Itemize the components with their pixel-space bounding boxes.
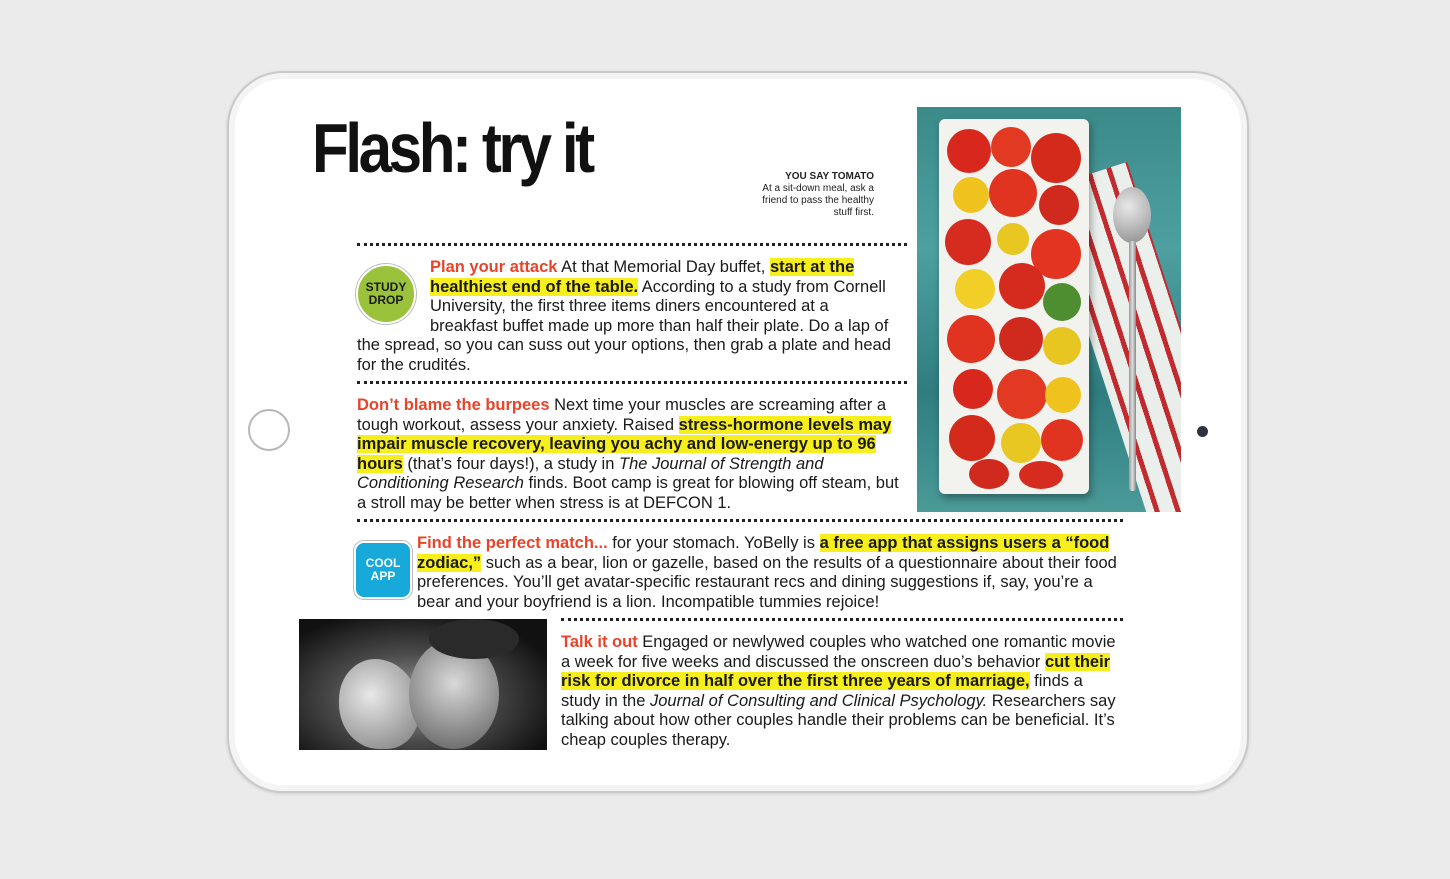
home-button[interactable] [248,409,290,451]
spoon-graphic [1113,187,1151,243]
item-talk-it-out: Talk it out Engaged or newlywed couples who watched one romantic movie a week for five weeks and discussed the onscreen duo’s behavior cut their risk for divorce in half over the first three years of marriage, finds a study in the Journal of Consulting and Clinical Psychology. Researchers say talking about how other couples handle their problems can be beneficial. It’s cheap couples therapy. [561,633,1116,749]
dotted-divider [357,519,1123,522]
dotted-divider [561,618,1123,621]
item-heading: Plan your attack [430,258,558,276]
tomato-photo [917,107,1181,512]
highlight: a free app that assigns users a “food zodiac,” [417,534,1110,572]
page-title: Flash: try it [312,109,592,187]
highlight: start at the healthiest end of the table. [430,258,855,296]
dotted-divider [357,243,907,246]
item-find-the-perfect-match: Find the perfect match... for your stomach. YoBelly is a free app that assigns users a “food zodiac,” such as a bear, lion or gazelle, based on the results of a questionnaire about their food preferences. You’ll get avatar-specific restaurant recs and dining suggestions if, say, you’re a bear and your boyfriend is a lion. Incompatible tummies rejoice! [417,534,1117,611]
item-heading: Talk it out [561,633,638,651]
item-heading: Don’t blame the burpees [357,396,550,414]
highlight: cut their risk for divorce in half over the first three years of marriage, [561,652,1111,690]
photo-caption [749,171,874,219]
couple-photo [299,619,547,750]
study-drop-badge: STUDY DROP [356,264,416,324]
caption-text: At a sit-down meal, ask a friend to pass the healthy stuff first. [762,183,874,218]
camera-dot [1197,426,1208,437]
magazine-page [299,107,1181,750]
item-heading: Find the perfect match... [417,534,608,552]
highlight: stress-hormone levels may impair muscle recovery, leaving you achy and low-energy up to 96 hours [357,415,892,473]
item-plan-your-attack: Plan your attack At that Memorial Day buffet, start at the healthiest end of the table. According to a study from Cornell University, the first three items diners encountered at a breakfast buffet made up more than half their plate. Do a lap of the spread, so you can suss out your options, then grab a plate and head for the crudités. [357,258,891,374]
item-dont-blame-the-burpees: Don’t blame the burpees Next time your muscles are screaming after a tough workout, assess your anxiety. Raised stress-hormone levels may impair muscle recovery, leaving you achy and low-energy up to 96 hours (that’s four days!), a study in The Journal of Strength and Conditioning Research finds. Boot camp is great for blowing off steam, but a stroll may be better when stress is at DEFCON 1. [357,396,899,512]
tray-graphic [939,119,1089,494]
caption-heading: YOU SAY TOMATO [785,171,874,182]
cool-app-badge: COOL APP [354,541,412,599]
dotted-divider [357,381,907,384]
